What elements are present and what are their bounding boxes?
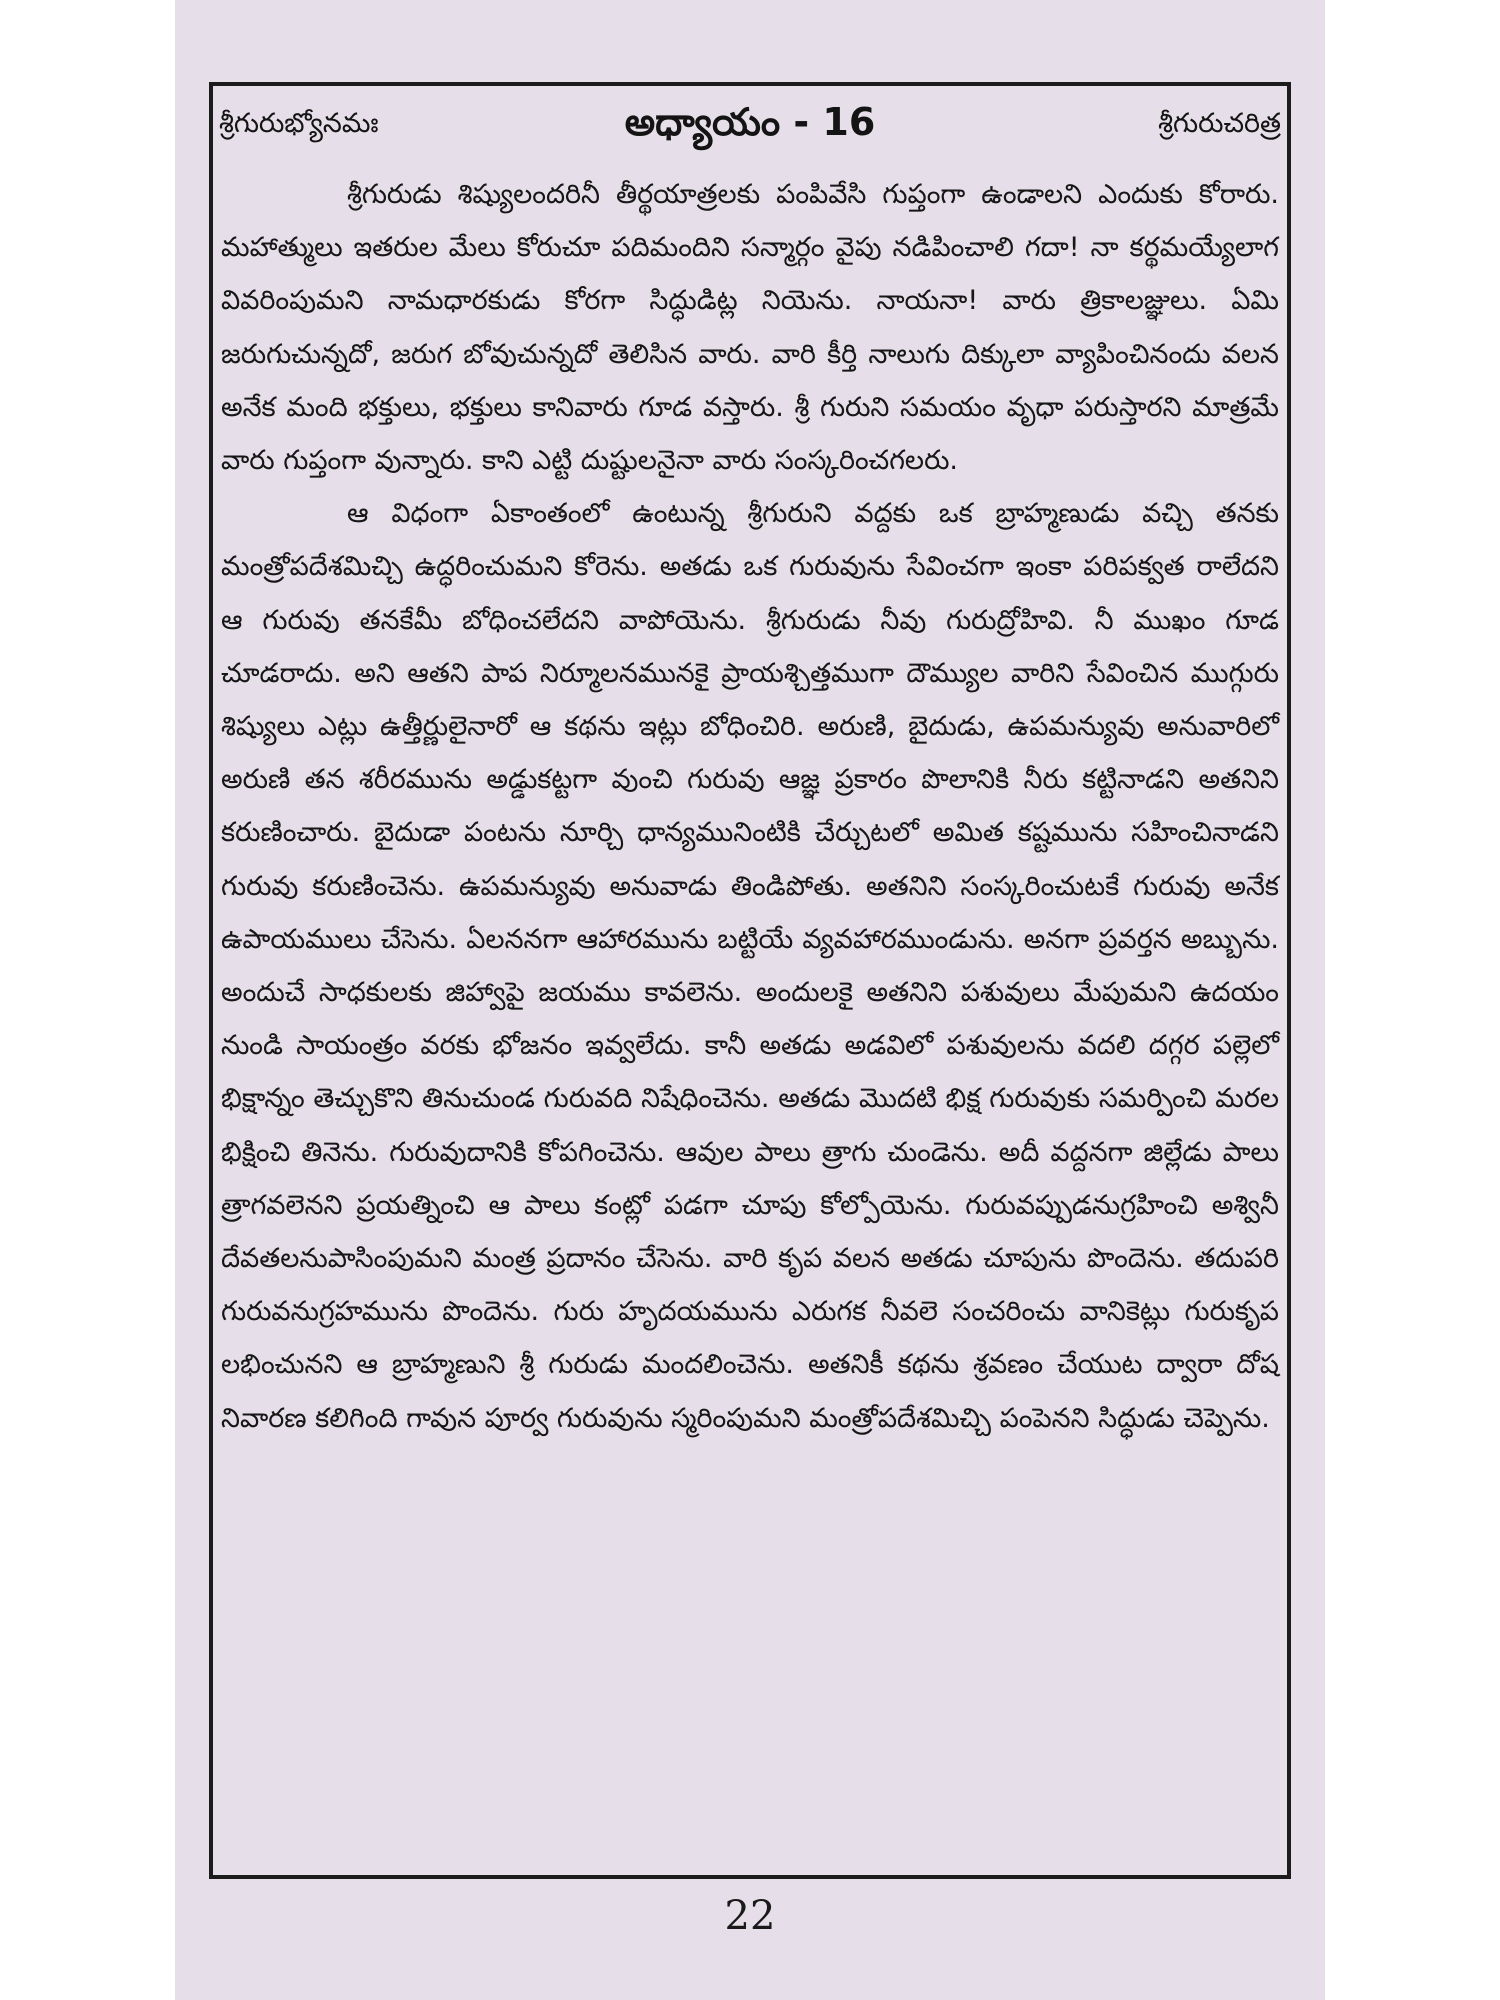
page-header [213,100,1287,156]
chapter-title: అధ్యాయం - 16 [624,100,876,144]
chapter-body [221,168,1279,1445]
text-frame [209,82,1291,1879]
paragraph-2: ఆ విధంగా ఏకాంతంలో ఉంటున్న శ్రీగురుని వద్దకు ఒక బ్రాహ్మణుడు వచ్చి తనకు మంత్రోపదేశమిచ్చి ఉద్ధరించుమని కోరెను. అతడు ఒక గురువును సేవించగా ఇంకా పరిపక్వత రాలేదని ఆ గురువు తనకేమీ బోధించలేదని వాపోయెను. శ్రీగురుడు నీవు గురుద్రోహివి. నీ ముఖం గూడ చూడరాదు. అని ఆతని పాప నిర్మూలనమునకై ప్రాయశ్చిత్తముగా దౌమ్యుల వారిని సేవించిన ముగ్గురు శిష్యులు ఎట్లు ఉత్తీర్ణులైనారో ఆ కథను ఇట్లు బోధించిరి. అరుణి, బైదుడు, ఉపమన్యువు అనువారిలో అరుణి తన శరీరమును అడ్డుకట్టగా వుంచి గురువు ఆజ్ఞ ప్రకారం పొలానికి నీరు కట్టినాడని అతనిని కరుణించారు. బైదుడా పంటను నూర్చి ధాన్యమునింటికి చేర్చుటలో అమిత కష్టమును సహించినాడని గురువు కరుణించెను. ఉపమన్యువు అనువాడు తిండిపోతు. అతనిని సంస్కరించుటకే గురువు అనేక ఉపాయములు చేసెను. ఏలననగా ఆహారమును బట్టియే వ్యవహారముండును. అనగా ప్రవర్తన అబ్బును. అందుచే సాధకులకు జిహ్వాపై జయము కావలెను. అందులకై అతనిని పశువులు మేపుమని ఉదయం నుండి సాయంత్రం వరకు భోజనం ఇవ్వలేదు. కానీ అతడు అడవిలో పశువులను వదలి దగ్గర పల్లెలో భిక్షాన్నం తెచ్చుకొని తినుచుండ గురువది నిషేధించెను. అతడు మొదటి భిక్ష గురువుకు సమర్పించి మరల భిక్షించి తినెను. గురువుదానికి కోపగించెను. ఆవుల పాలు త్రాగు చుండెను. అదీ వద్దనగా జిల్లేడు పాలు త్రాగవలెనని ప్రయత్నించి ఆ పాలు కంట్లో పడగా చూపు కోల్పోయెను. గురువప్పుడనుగ్రహించి అశ్వినీ దేవతలనుపాసింపుమని మంత్ర ప్రదానం చేసెను. వారి కృప వలన అతడు చూపును పొందెను. తదుపరి గురువనుగ్రహమును పొందెను. గురు హృదయమును ఎరుగక నీవలె సంచరించు వానికెట్లు గురుకృప లభించునని ఆ బ్రాహ్మణుని శ్రీ గురుడు మందలించెను. అతనికీ కథను శ్రవణం చేయుట ద్వారా దోష నివారణ కలిగింది గావున పూర్వ గురువును స్మరింపుమని మంత్రోపదేశమిచ్చి పంపెనని సిద్ధుడు చెప్పెను. [221,498,1279,1434]
book-title: శ్రీగురుచరిత్ర [1158,108,1281,139]
page-number: 22 [724,1893,776,1939]
paragraph-1: శ్రీగురుడు శిష్యులందరినీ తీర్థయాత్రలకు పంపివేసి గుప్తంగా ఉండాలని ఎందుకు కోరారు. మహాత్ములు ఇతరుల మేలు కోరుచూ పదిమందిని సన్మార్గం వైపు నడిపించాలి గదా! నా కర్థమయ్యేలాగ వివరింపుమని నామధారకుడు కోరగా సిద్ధుడిట్ల నియెను. నాయనా! వారు త్రికాలజ్ఞులు. ఏమి జరుగుచున్నదో, జరుగ బోవుచున్నదో తెలిసిన వారు. వారి కీర్తి నాలుగు దిక్కులా వ్యాపించినందు వలన అనేక మంది భక్తులు, భక్తులు కానివారు గూడ వస్తారు. శ్రీ గురుని సమయం వృధా పరుస్తారని మాత్రమే వారు గుప్తంగా వున్నారు. కాని ఎట్టి దుష్టులనైనా వారు సంస్కరించగలరు. [221,179,1279,477]
header-invocation: శ్రీగురుభ్యోనమః [219,108,379,139]
